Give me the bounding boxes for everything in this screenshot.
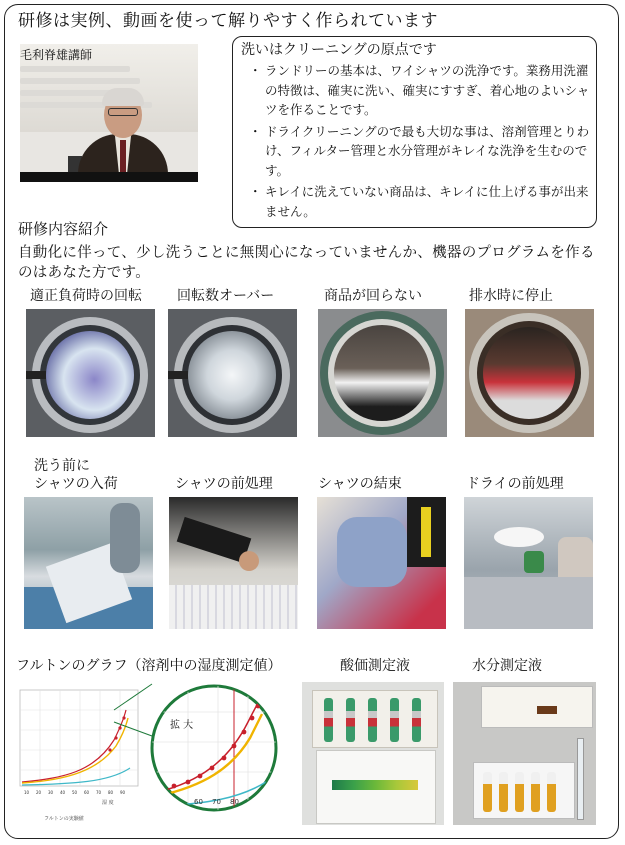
door-handle bbox=[168, 371, 188, 379]
washer-photo-overspeed bbox=[168, 309, 297, 437]
reagent-bottle bbox=[368, 698, 377, 742]
caption-acid-value: 酸価測定液 bbox=[340, 658, 410, 674]
photo-shirt-arrival bbox=[24, 497, 153, 629]
photo-shirt-bundle bbox=[317, 497, 446, 629]
door-handle bbox=[26, 371, 46, 379]
lecturer-glasses bbox=[108, 108, 138, 116]
photo-shirt-pretreat bbox=[169, 497, 298, 629]
spray-gun bbox=[524, 551, 544, 573]
syringe bbox=[577, 738, 584, 820]
lecturer-name: 毛利脊雄講師 bbox=[20, 48, 93, 62]
reagent-bottle bbox=[324, 698, 333, 742]
reagent-vial bbox=[499, 772, 508, 812]
caption-drain-stop: 排水時に停止 bbox=[469, 288, 553, 304]
principle-bullet: ・ ランドリーの基本は、ワイシャツの洗浄です。業務用洗濯の特徴は、確実に洗い、確実にすすぎ、着心地のよいシャツを作ることです。 bbox=[251, 61, 593, 120]
training-section-title: 研修内容紹介 bbox=[18, 220, 109, 238]
lecturer-photo bbox=[20, 44, 198, 182]
reagent-bottle bbox=[390, 698, 399, 742]
svg-text:90: 90 bbox=[120, 790, 126, 795]
principle-box bbox=[232, 36, 597, 228]
principle-box-title: 洗いはクリーニングの原点です bbox=[241, 42, 437, 58]
washer-photo-normal bbox=[26, 309, 155, 437]
reagent-vial bbox=[547, 772, 556, 812]
graph-x-ticks bbox=[24, 790, 126, 795]
sleeve-stripe bbox=[421, 507, 431, 557]
svg-text:80: 80 bbox=[108, 790, 114, 795]
training-intro: 自動化に伴って、少し洗うことに無関心になっていませんか、機器のプログラムを作るのはあなた方です。 bbox=[18, 245, 595, 281]
caption-overspeed: 回転数オーバー bbox=[177, 288, 275, 304]
svg-text:20: 20 bbox=[36, 790, 42, 795]
principle-bullet: ・ ドライクリーニングので最も大切な事は、溶剤管理とりわけ、フィルター管理と水分管理がキレイな洗浄を生むのです。 bbox=[251, 122, 593, 181]
reagent-bottle bbox=[346, 698, 355, 742]
color-swatch bbox=[537, 706, 557, 714]
basin bbox=[494, 527, 544, 547]
caption-before-wash: 洗う前に bbox=[34, 458, 90, 474]
garment bbox=[464, 577, 593, 629]
svg-text:70: 70 bbox=[96, 790, 102, 795]
zoom-circle bbox=[148, 682, 280, 814]
caption-water-test: 水分測定液 bbox=[472, 658, 542, 674]
graph-footer: フルトンの実験値 bbox=[44, 816, 84, 822]
worker bbox=[110, 503, 140, 573]
color-scale bbox=[332, 780, 418, 790]
graph-axis-label: 湿 度 bbox=[102, 800, 114, 806]
reagent-bottle bbox=[412, 698, 421, 742]
caption-shirt-bundle: シャツの結束 bbox=[318, 476, 402, 492]
svg-text:40: 40 bbox=[60, 790, 66, 795]
svg-text:30: 30 bbox=[48, 790, 54, 795]
caption-shirt-arrival: シャツの入荷 bbox=[34, 476, 118, 492]
caption-fulton-graph: フルトンのグラフ（溶剤中の湿度測定値） bbox=[16, 658, 282, 674]
washer-photo-not-rotating bbox=[318, 309, 447, 437]
caption-normal-load: 適正負荷時の回転 bbox=[30, 288, 142, 304]
svg-text:50: 50 bbox=[72, 790, 78, 795]
reagent-vial bbox=[531, 772, 540, 812]
caption-shirt-pretreat: シャツの前処理 bbox=[175, 476, 273, 492]
reagent-vial bbox=[483, 772, 492, 812]
svg-text:70: 70 bbox=[212, 798, 221, 806]
washer-photo-drain-stop bbox=[465, 309, 594, 437]
desk bbox=[20, 172, 198, 182]
zoom-x-ticks bbox=[194, 798, 239, 806]
page-title: 研修は実例、動画を使って解りやすく作られています bbox=[18, 11, 438, 31]
svg-text:10: 10 bbox=[24, 790, 30, 795]
svg-text:60: 60 bbox=[194, 798, 203, 806]
photo-dry-pretreat bbox=[464, 497, 593, 629]
principle-list bbox=[251, 61, 593, 223]
board-faint-text bbox=[20, 66, 130, 72]
worker-hand bbox=[239, 551, 259, 571]
shirt-on-table bbox=[169, 585, 298, 629]
acid-value-kit-photo bbox=[302, 682, 444, 825]
reagent-vial bbox=[515, 772, 524, 812]
lecturer-hair bbox=[102, 88, 144, 106]
principle-bullet: ・ キレイに洗えていない商品は、キレイに仕上げる事が出来ません。 bbox=[251, 182, 593, 221]
caption-not-rotating: 商品が回らない bbox=[324, 288, 422, 304]
water-test-kit-photo bbox=[453, 682, 596, 825]
zoom-label: 拡 大 bbox=[170, 720, 194, 731]
board-faint-text bbox=[20, 78, 140, 84]
svg-text:60: 60 bbox=[84, 790, 90, 795]
shirt-bundle bbox=[337, 517, 407, 587]
svg-text:80: 80 bbox=[230, 798, 239, 806]
caption-dry-pretreat: ドライの前処理 bbox=[466, 476, 564, 492]
